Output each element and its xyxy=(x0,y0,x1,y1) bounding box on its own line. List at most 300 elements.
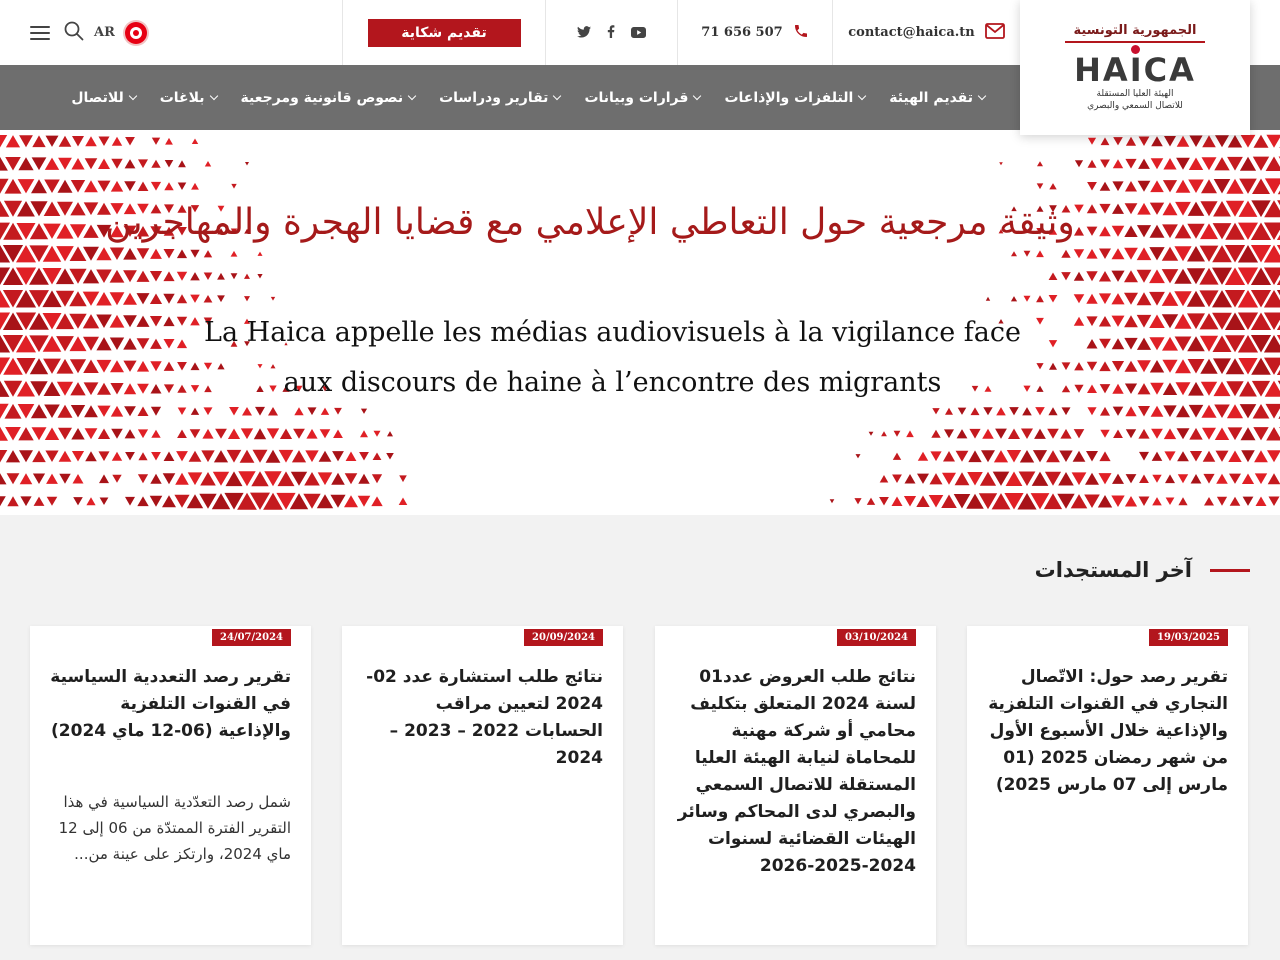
phone-icon xyxy=(793,23,809,43)
email-cell xyxy=(832,0,1020,65)
pattern-triangle xyxy=(83,360,99,374)
pattern-triangle xyxy=(190,429,201,438)
pattern-triangle xyxy=(1189,405,1204,418)
pattern-triangle xyxy=(72,136,84,147)
pattern-triangle xyxy=(983,407,992,415)
pattern-triangle xyxy=(387,431,393,436)
pattern-triangle xyxy=(228,429,240,440)
pattern-triangle xyxy=(1074,362,1084,370)
pattern-triangle xyxy=(1112,338,1125,349)
pattern-triangle xyxy=(18,404,35,419)
pattern-triangle xyxy=(20,496,31,506)
pattern-triangle xyxy=(1177,451,1189,461)
pattern-triangle xyxy=(97,406,110,417)
pattern-triangle xyxy=(1060,429,1071,439)
pattern-triangle xyxy=(19,450,33,462)
hero-subtitle-line1: La Haica appelle les médias audiovisuels à la vigilance face xyxy=(204,317,1021,348)
news-card[interactable] xyxy=(342,626,623,945)
pattern-triangle xyxy=(151,407,161,416)
pattern-triangle xyxy=(346,452,357,462)
pattern-triangle xyxy=(333,430,343,439)
pattern-triangle xyxy=(1203,451,1216,462)
pattern-triangle xyxy=(1166,498,1175,506)
pattern-triangle xyxy=(1152,452,1163,461)
pattern-triangle xyxy=(47,497,58,506)
pattern-triangle xyxy=(1049,340,1057,347)
pattern-triangle xyxy=(980,472,996,486)
pattern-triangle xyxy=(110,360,124,372)
nav-item-legal-texts[interactable] xyxy=(241,90,416,106)
nav-item-about[interactable] xyxy=(889,90,985,106)
pattern-triangle xyxy=(280,429,292,440)
pattern-triangle xyxy=(0,496,6,506)
pattern-triangle xyxy=(1162,360,1177,373)
pattern-triangle xyxy=(1099,361,1110,371)
section-accent-line xyxy=(1210,569,1250,572)
pattern-triangle xyxy=(334,408,342,415)
pattern-triangle xyxy=(163,271,174,281)
haica-logo[interactable] xyxy=(1020,0,1250,135)
pattern-triangle xyxy=(1125,384,1137,395)
pattern-triangle xyxy=(943,451,955,462)
pattern-triangle xyxy=(125,429,136,438)
pattern-triangle xyxy=(1099,339,1111,349)
pattern-triangle xyxy=(1214,405,1230,419)
pattern-triangle xyxy=(124,181,136,191)
pattern-triangle xyxy=(58,428,72,440)
pattern-triangle xyxy=(1149,292,1165,306)
pattern-triangle xyxy=(164,362,175,371)
pattern-triangle xyxy=(150,249,162,259)
pattern-triangle xyxy=(1086,451,1098,462)
pattern-triangle xyxy=(1138,181,1151,192)
pattern-triangle xyxy=(229,407,239,416)
pattern-triangle xyxy=(1086,294,1097,304)
pattern-triangle xyxy=(98,429,110,440)
pattern-triangle xyxy=(958,408,967,415)
pattern-triangle xyxy=(18,427,33,440)
pattern-triangle xyxy=(1058,472,1074,486)
pattern-triangle xyxy=(123,338,137,350)
pattern-triangle xyxy=(112,452,122,461)
pattern-triangle xyxy=(1037,161,1043,166)
pattern-triangle xyxy=(110,338,124,351)
pattern-triangle xyxy=(1024,296,1031,302)
pattern-triangle xyxy=(1267,450,1280,462)
pattern-triangle xyxy=(995,429,1007,439)
pattern-triangle xyxy=(930,473,943,484)
pattern-triangle xyxy=(6,450,20,462)
news-card[interactable] xyxy=(30,626,311,945)
pattern-triangle xyxy=(1087,182,1097,191)
pattern-triangle xyxy=(1150,383,1164,395)
email-address[interactable]: contact@haica.tn xyxy=(848,25,975,40)
pattern-triangle xyxy=(1188,180,1204,194)
pattern-triangle xyxy=(59,451,72,462)
pattern-triangle xyxy=(905,474,916,484)
pattern-triangle xyxy=(32,450,46,462)
pattern-triangle xyxy=(137,271,150,282)
pattern-triangle xyxy=(1175,359,1191,373)
nav-item-tv-radio[interactable] xyxy=(724,90,865,106)
pattern-triangle xyxy=(1240,157,1256,171)
pattern-triangle xyxy=(178,408,187,416)
pattern-triangle xyxy=(1099,271,1111,282)
pattern-triangle xyxy=(971,407,980,415)
pattern-triangle xyxy=(279,450,294,463)
pattern-triangle xyxy=(1163,405,1176,417)
nav-item-decisions[interactable] xyxy=(584,90,700,106)
pattern-triangle xyxy=(1126,474,1137,483)
pattern-triangle xyxy=(1125,181,1137,192)
pattern-triangle xyxy=(372,474,382,483)
pattern-triangle xyxy=(1100,407,1110,416)
news-card[interactable] xyxy=(655,626,936,945)
pattern-triangle xyxy=(320,429,331,438)
pattern-triangle xyxy=(123,293,137,305)
pattern-triangle xyxy=(345,473,358,484)
logo-subtitle-1: الهيئة العليا المستقلة xyxy=(1096,89,1174,99)
pattern-triangle xyxy=(110,270,125,283)
pattern-triangle xyxy=(993,472,1010,486)
pattern-triangle xyxy=(190,250,199,258)
pattern-triangle xyxy=(5,427,21,441)
chevron-down-icon xyxy=(978,92,986,100)
pattern-triangle xyxy=(321,408,329,415)
pattern-triangle xyxy=(1075,160,1083,167)
pattern-triangle xyxy=(244,274,250,279)
pattern-triangle xyxy=(1137,360,1151,372)
pattern-triangle xyxy=(1201,405,1216,418)
news-section-title: آخر المستجدات xyxy=(1034,558,1192,582)
pattern-triangle xyxy=(1086,249,1097,259)
news-card-title[interactable]: نتائج طلب العروض عدد01 لسنة 2024 المتعلق بتكليف محامي أو شركة مهنية للمحاماة لنيابة الهيئة العليا المستقلة للاتصال السمعي والبصري لدى المحاكم وسائر الهيئات القضائية لسنوات 2024-2025-2026 xyxy=(677,667,916,876)
pattern-triangle xyxy=(1216,451,1229,462)
pattern-triangle xyxy=(96,247,111,260)
pattern-triangle xyxy=(44,180,60,194)
pattern-triangle xyxy=(111,406,123,417)
pattern-triangle xyxy=(999,162,1003,165)
pattern-triangle xyxy=(97,360,112,373)
pattern-triangle xyxy=(98,181,111,192)
pattern-triangle xyxy=(1087,362,1097,371)
pattern-triangle xyxy=(1099,249,1111,260)
pattern-triangle xyxy=(918,452,928,461)
pattern-triangle xyxy=(70,382,85,395)
nav-item-label: التلفزات والإذاعات xyxy=(724,89,854,106)
pattern-triangle xyxy=(7,496,18,506)
pattern-triangle xyxy=(856,454,861,458)
pattern-triangle xyxy=(942,473,956,485)
pattern-triangle xyxy=(177,385,186,393)
nav-item-announcements[interactable] xyxy=(160,90,217,106)
nav-item-reports[interactable] xyxy=(439,90,560,106)
pattern-triangle xyxy=(1201,179,1217,193)
nav-item-label: قرارات وبيانات xyxy=(584,89,689,106)
pattern-triangle xyxy=(151,384,162,394)
pattern-triangle xyxy=(1036,318,1044,325)
chevron-down-icon xyxy=(858,92,866,100)
pattern-triangle xyxy=(1202,135,1216,147)
pattern-triangle xyxy=(1022,407,1032,415)
pattern-triangle xyxy=(893,453,901,460)
pattern-triangle xyxy=(1098,495,1112,508)
nav-item-label: نصوص قانونية ومرجعية xyxy=(240,89,404,106)
pattern-triangle xyxy=(85,158,98,169)
pattern-triangle xyxy=(371,496,382,506)
pattern-triangle xyxy=(1034,429,1046,439)
pattern-triangle xyxy=(969,429,980,439)
hero-subtitle[interactable] xyxy=(190,308,1035,408)
pattern-triangle xyxy=(151,452,161,461)
search-icon[interactable] xyxy=(64,21,84,45)
pattern-triangle xyxy=(1085,473,1099,485)
pattern-triangle xyxy=(854,498,861,504)
pattern-triangle xyxy=(986,297,990,301)
pattern-triangle xyxy=(1074,317,1084,326)
tunisia-flag-icon[interactable] xyxy=(125,22,147,44)
pattern-triangle xyxy=(1266,135,1280,148)
news-card-title[interactable]: نتائج طلب استشارة عدد 02-2024 لتعيين مراقب الحسابات 2022 – 2023 – 2024 xyxy=(366,667,603,768)
pattern-triangle xyxy=(58,180,73,193)
pattern-triangle xyxy=(1074,249,1084,258)
twitter-icon[interactable] xyxy=(577,23,591,42)
pattern-triangle xyxy=(1243,497,1254,506)
pattern-triangle xyxy=(137,248,150,259)
pattern-triangle xyxy=(1126,137,1136,146)
pattern-triangle xyxy=(880,475,889,483)
pattern-triangle xyxy=(1139,497,1150,507)
pattern-triangle xyxy=(174,495,189,508)
pattern-triangle xyxy=(945,408,953,415)
pattern-triangle xyxy=(1228,427,1243,440)
pattern-triangle xyxy=(1099,316,1111,327)
pattern-triangle xyxy=(1087,407,1096,415)
pattern-triangle xyxy=(100,498,109,506)
news-card[interactable] xyxy=(967,626,1248,945)
pattern-triangle xyxy=(85,428,98,439)
pattern-triangle xyxy=(45,428,59,441)
pattern-triangle xyxy=(1214,157,1229,170)
news-card-title[interactable]: تقرير رصد حول: الاتّصال التجاري في القنوات التلفزية والإذاعية خلال الأسبوع الأول من شهر رمضان 2025 (01 مارس إلى 07 مارس 2025) xyxy=(988,667,1228,795)
pattern-triangle xyxy=(45,451,58,463)
pattern-triangle xyxy=(1113,159,1123,168)
pattern-triangle xyxy=(1137,338,1151,350)
youtube-icon[interactable] xyxy=(631,23,646,42)
pattern-triangle xyxy=(72,451,84,462)
pattern-triangle xyxy=(1139,452,1149,461)
pattern-triangle xyxy=(1150,225,1165,238)
pattern-triangle xyxy=(137,316,150,327)
nav-item-contact[interactable] xyxy=(71,90,135,106)
pattern-triangle xyxy=(1162,314,1178,328)
pattern-triangle xyxy=(192,139,198,145)
nav-item-label: تقارير ودراسات xyxy=(439,89,549,106)
pattern-triangle xyxy=(190,272,200,280)
pattern-triangle xyxy=(175,473,189,485)
pattern-triangle xyxy=(1124,315,1138,327)
pattern-triangle xyxy=(1086,316,1097,326)
pattern-triangle xyxy=(1011,251,1017,256)
pattern-triangle xyxy=(1149,337,1164,350)
pattern-triangle xyxy=(1125,406,1136,416)
pattern-triangle xyxy=(268,407,278,416)
pattern-triangle xyxy=(204,273,213,281)
pattern-triangle xyxy=(318,472,333,485)
pattern-triangle xyxy=(215,429,227,439)
facebook-icon[interactable] xyxy=(607,23,615,42)
pattern-triangle xyxy=(137,496,148,506)
pattern-triangle xyxy=(204,250,212,257)
pattern-triangle xyxy=(869,432,874,436)
pattern-triangle xyxy=(1124,248,1138,260)
pattern-triangle xyxy=(111,181,123,192)
pattern-triangle xyxy=(0,450,7,463)
pattern-triangle xyxy=(71,158,84,170)
pattern-triangle xyxy=(1124,293,1138,305)
pattern-triangle xyxy=(1033,450,1047,462)
pattern-triangle xyxy=(253,450,268,463)
pattern-triangle xyxy=(202,429,213,439)
pattern-triangle xyxy=(904,496,916,507)
chevron-down-icon xyxy=(408,92,416,100)
pattern-triangle xyxy=(125,137,135,146)
pattern-triangle xyxy=(1100,384,1111,393)
pattern-triangle xyxy=(177,272,187,281)
pattern-triangle xyxy=(96,292,112,306)
pattern-triangle xyxy=(906,430,914,437)
pattern-triangle xyxy=(84,382,99,395)
hero-title[interactable]: وثيقة مرجعية حول التعاطي الإعلامي مع قضايا الهجرة والمهاجرين xyxy=(105,202,1075,243)
hero-banner xyxy=(0,130,1280,515)
pattern-triangle xyxy=(191,183,199,190)
pattern-triangle xyxy=(111,429,123,439)
pattern-triangle xyxy=(190,295,200,303)
pattern-triangle xyxy=(20,473,33,484)
pattern-triangle xyxy=(930,451,941,461)
pattern-triangle xyxy=(1139,137,1150,147)
pattern-triangle xyxy=(189,451,202,462)
pattern-triangle xyxy=(981,450,995,462)
pattern-triangle xyxy=(1124,338,1137,350)
pattern-triangle xyxy=(73,497,83,505)
complaint-cell xyxy=(342,0,545,65)
pattern-triangle xyxy=(1162,224,1178,238)
pattern-triangle xyxy=(151,160,160,168)
pattern-triangle xyxy=(1149,247,1164,260)
pattern-triangle xyxy=(1007,450,1021,463)
pattern-triangle xyxy=(99,451,110,461)
pattern-triangle xyxy=(6,135,20,147)
pattern-triangle xyxy=(231,184,236,189)
pattern-triangle xyxy=(1126,429,1136,438)
pattern-triangle xyxy=(0,473,7,484)
pattern-triangle xyxy=(58,158,72,170)
pattern-triangle xyxy=(386,453,394,460)
pattern-triangle xyxy=(1163,180,1177,192)
chevron-down-icon xyxy=(553,92,561,100)
menu-icon[interactable] xyxy=(30,26,50,40)
pattern-triangle xyxy=(164,182,173,190)
pattern-triangle xyxy=(178,183,187,191)
pattern-triangle xyxy=(1072,472,1087,485)
pattern-triangle xyxy=(242,407,252,416)
pattern-triangle xyxy=(1099,451,1110,461)
pattern-triangle xyxy=(163,316,174,326)
pattern-triangle xyxy=(33,474,45,485)
pattern-triangle xyxy=(944,429,954,438)
pattern-triangle xyxy=(111,159,122,169)
pattern-triangle xyxy=(1112,384,1123,394)
pattern-triangle xyxy=(137,361,149,372)
pattern-triangle xyxy=(332,451,344,461)
pattern-triangle xyxy=(1162,337,1178,351)
pattern-triangle xyxy=(217,295,225,302)
pattern-triangle xyxy=(1175,202,1191,216)
pattern-triangle xyxy=(254,428,266,439)
news-card-title[interactable]: تقرير رصد التعددية السياسية في القنوات التلفزية والإذاعية (06-12 ماي 2024) xyxy=(50,667,291,741)
pattern-triangle xyxy=(1036,250,1044,257)
pattern-triangle xyxy=(881,431,887,436)
pattern-triangle xyxy=(18,157,33,170)
top-bar-tools xyxy=(0,0,342,65)
pattern-triangle xyxy=(1152,497,1162,505)
pattern-triangle xyxy=(150,294,162,305)
language-switch[interactable]: AR xyxy=(94,25,115,40)
pattern-triangle xyxy=(932,408,939,414)
pattern-triangle xyxy=(231,251,238,257)
pattern-triangle xyxy=(125,159,136,168)
pattern-triangle xyxy=(1062,407,1071,415)
pattern-triangle xyxy=(1215,135,1229,147)
pattern-triangle xyxy=(44,405,60,419)
pattern-triangle xyxy=(83,247,99,261)
pattern-triangle xyxy=(1048,407,1057,415)
pattern-triangle xyxy=(968,450,981,462)
pattern-triangle xyxy=(1176,382,1191,395)
pattern-triangle xyxy=(916,496,929,508)
pattern-triangle xyxy=(176,451,188,461)
pattern-triangle xyxy=(1045,472,1061,486)
pattern-triangle xyxy=(1137,315,1152,328)
logo-divider xyxy=(1065,41,1205,43)
pattern-triangle xyxy=(152,138,160,145)
pattern-triangle xyxy=(967,472,983,486)
pattern-triangle xyxy=(1162,247,1178,261)
pattern-triangle xyxy=(1035,407,1045,415)
pattern-triangle xyxy=(1150,203,1164,215)
pattern-triangle xyxy=(1021,429,1033,440)
pattern-triangle xyxy=(150,361,161,371)
pattern-triangle xyxy=(177,362,187,371)
pattern-triangle xyxy=(1139,475,1149,484)
phone-cell xyxy=(677,0,832,65)
pattern-triangle xyxy=(1049,273,1058,281)
chevron-down-icon xyxy=(693,92,701,100)
pattern-triangle xyxy=(201,450,214,462)
pattern-triangle xyxy=(1254,135,1269,148)
pattern-triangle xyxy=(1113,137,1123,145)
pattern-triangle xyxy=(1176,180,1191,193)
submit-complaint-button[interactable]: تقديم شكاية xyxy=(368,19,521,47)
pattern-triangle xyxy=(1255,473,1267,484)
pattern-triangle xyxy=(360,430,368,437)
pattern-triangle xyxy=(1269,497,1280,507)
pattern-triangle xyxy=(1100,160,1110,169)
phone-number[interactable]: 71 656 507 xyxy=(701,25,783,40)
pattern-triangle xyxy=(1112,181,1123,191)
pattern-triangle xyxy=(399,475,407,482)
